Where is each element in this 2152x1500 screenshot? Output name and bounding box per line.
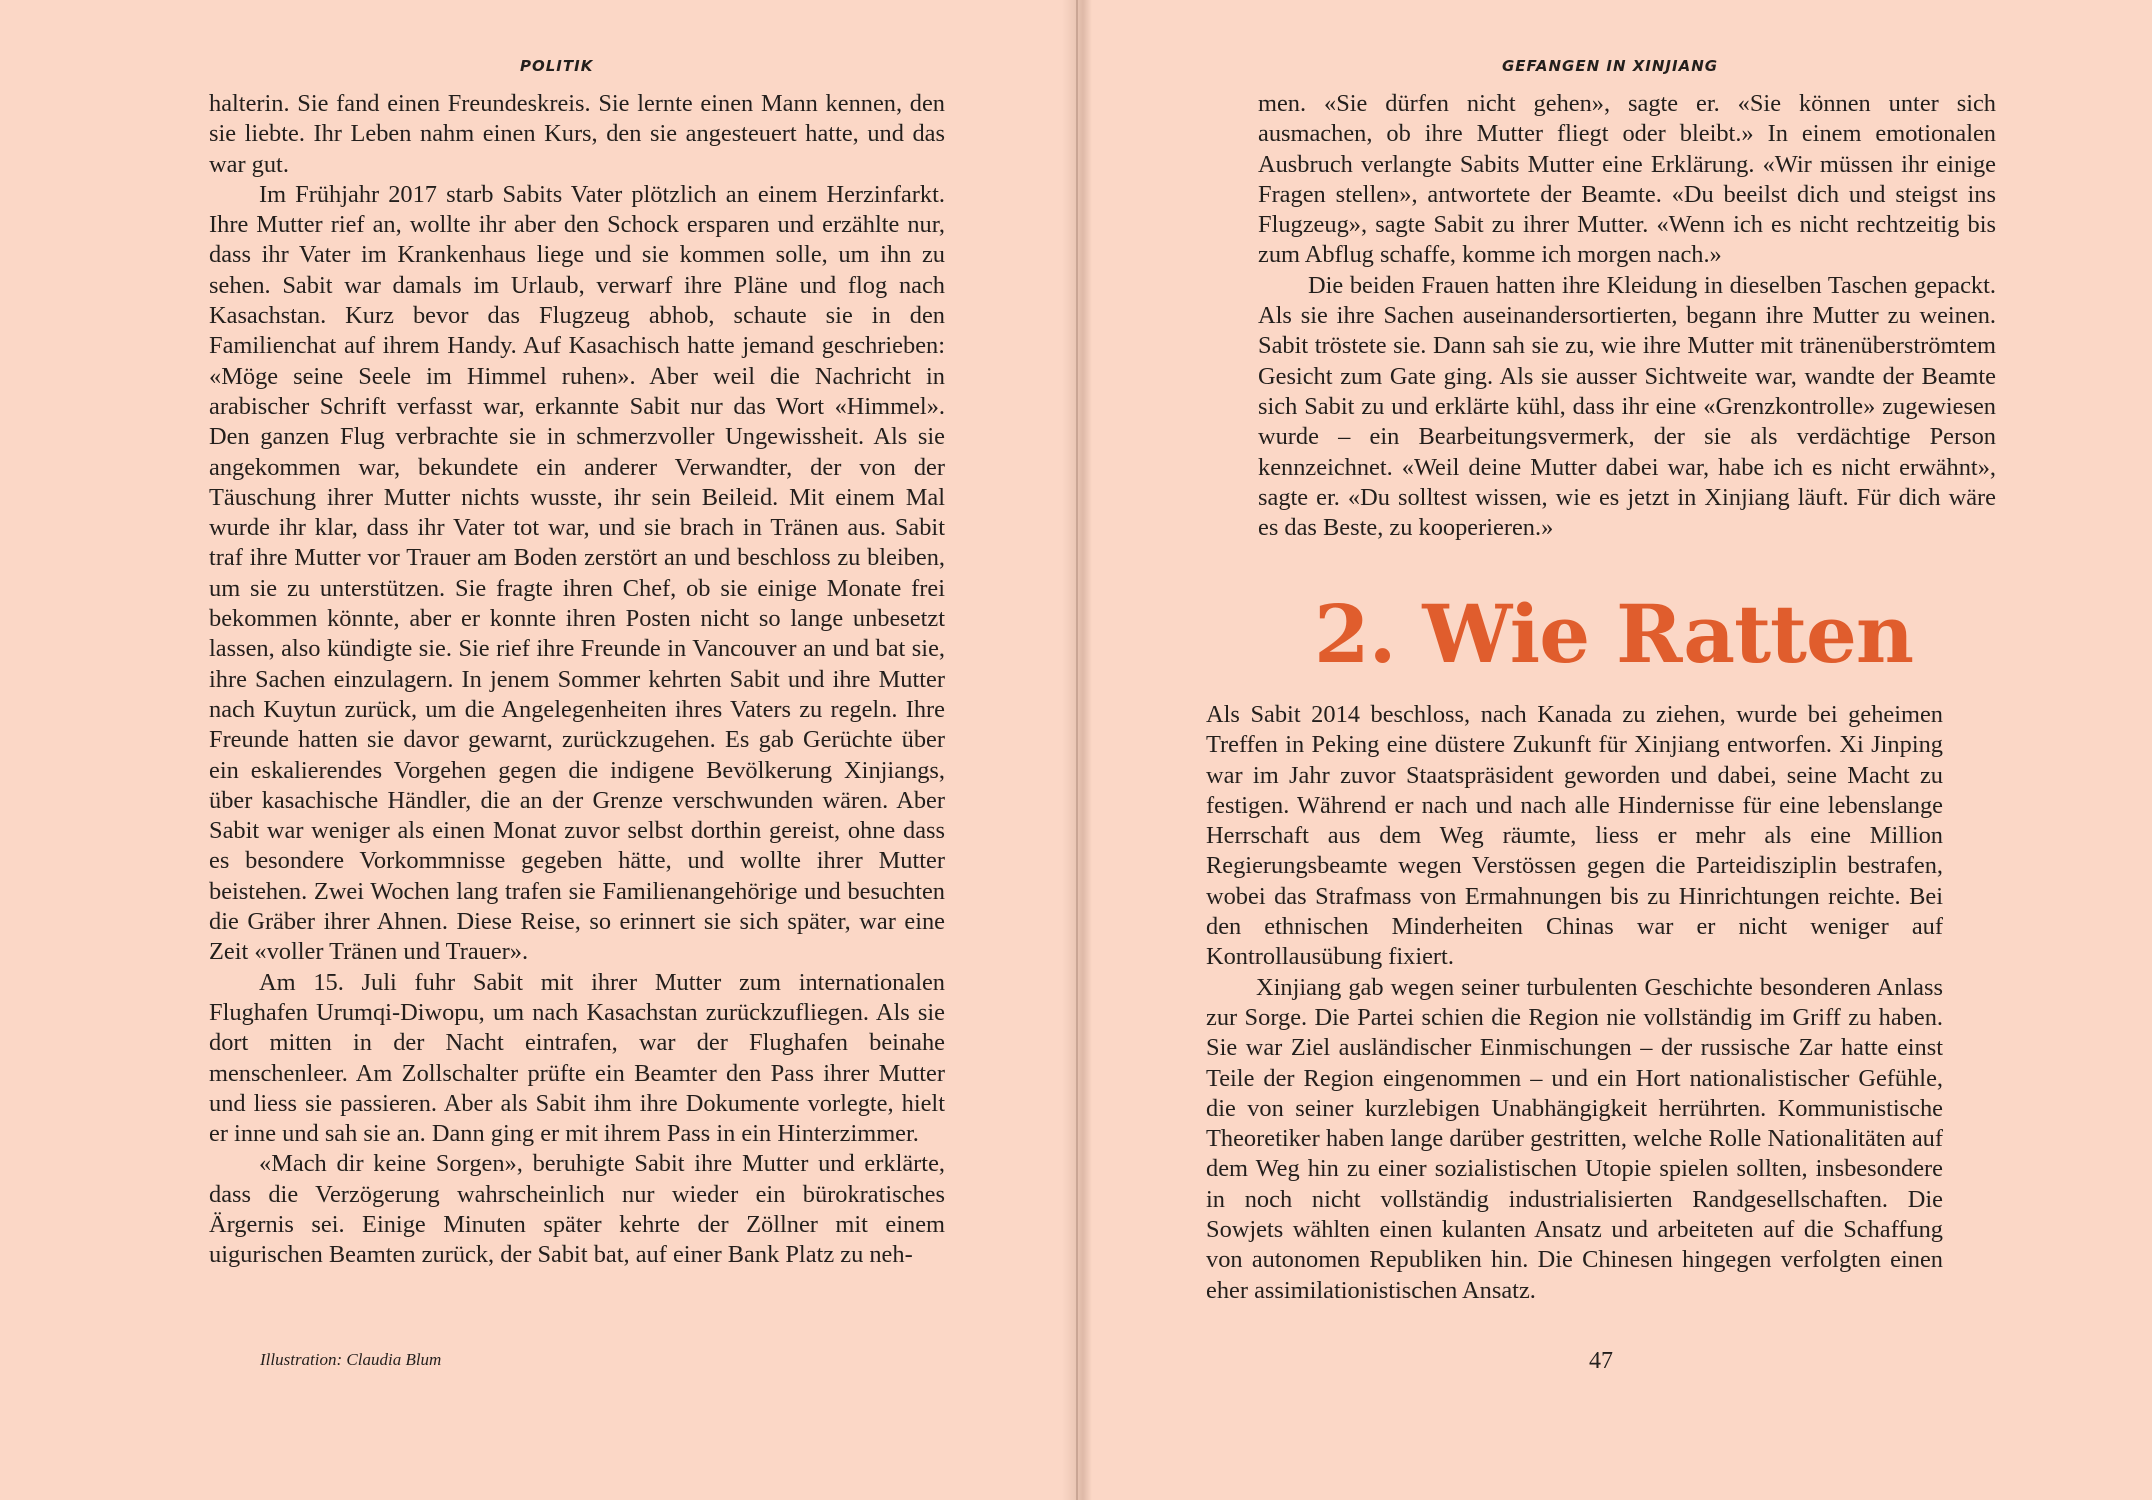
paragraph: «Mach dir keine Sorgen», beruhigte Sabit ihre Mutter und erklärte, dass die Verzögerung wahrscheinlich nur wieder ein bürokratisches Ärgernis sei. Einige Minuten später kehrte der Zöllner mit einem uigurischen Beamten zurück, der Sabit bat, auf einer Bank Platz zu neh- xyxy=(209,1150,945,1269)
section-title: 2. Wie Ratten xyxy=(1314,587,1914,681)
running-head-left: POLITIK xyxy=(520,57,594,75)
running-head-right: GEFANGEN IN XINJIANG xyxy=(1502,57,1719,75)
page-number: 47 xyxy=(1589,1348,1613,1374)
paragraph: Als Sabit 2014 beschloss, nach Kanada zu ziehen, wurde bei geheimen Treffen in Peking eine düstere Zukunft für Xinjiang entworfen. Xi Jinping war im Jahr zuvor Staatspräsident geworden und dabei, seine Macht zu festigen. Während er nach und nach alle Hindernisse für eine lebenslange Herrschaft aus dem Weg räumte, liess er mehr als eine Million Regierungsbeamte wegen Verstössen gegen die Parteidisziplin bestrafen, wobei das Strafmass von Ermahnungen bis zu Hinrichtungen reichte. Bei den ethnischen Minderheiten Chinas war er nicht weniger auf Kontrollausübung fixiert. xyxy=(1206,701,1943,971)
paragraph: Am 15. Juli fuhr Sabit mit ihrer Mutter zum internationalen Flughafen Urumqi-Diwopu, um nach Kasachstan zurückzufliegen. Als sie dort mitten in der Nacht eintrafen, war der Flughafen beinahe menschenleer. Am Zollschalter prüfte ein Beamter den Pass ihrer Mutter und liess sie passieren. Aber als Sabit ihm ihre Dokumente vorlegte, hielt er inne und sah sie an. Dann ging er mit ihrem Pass in ein Hinterzimmer. xyxy=(209,968,945,1148)
paragraph: halterin. Sie fand einen Freundeskreis. Sie lernte einen Mann kennen, den sie liebte. Ihr Leben nahm einen Kurs, den sie angesteuert hatte, und das war gut. xyxy=(209,90,945,178)
paragraph: Die beiden Frauen hatten ihre Kleidung in dieselben Taschen gepackt. Als sie ihre Sachen auseinandersortierten, begann ihre Mutter zu weinen. Sabit tröstete sie. Dann sah sie zu, wie ihre Mutter mit tränenüberströmtem Gesicht zum Gate ging. Als sie ausser Sichtweite war, wandte der Beamte sich Sabit zu und erklärte kühl, dass ihr eine «Grenzkontrolle» zugewiesen wurde – ein Bearbeitungsvermerk, der sie als verdächtige Person kennzeichnet. «Weil deine Mutter dabei war, habe ich es nicht erwähnt», sagte er. «Du solltest wissen, wie es jetzt in Xinjiang läuft. Für dich wäre es das Beste, zu kooperieren.» xyxy=(1258,271,1996,542)
paragraph: men. «Sie dürfen nicht gehen», sagte er. «Sie können unter sich ausmachen, ob ihre Mutter fliegt oder bleibt.» In einem emotionalen Ausbruch verlangte Sabits Mutter eine Erklärung. «Wir müssen ihr einige Fragen stellen», antwortete der Beamte. «Du beeilst dich und steigst ins Flugzeug», sagte Sabit zu ihrer Mutter. «Wenn ich es nicht rechtzeitig bis zum Abflug schaffe, komme ich morgen nach.» xyxy=(1258,90,1996,269)
paragraph: Im Frühjahr 2017 starb Sabits Vater plötzlich an einem Herzinfarkt. Ihre Mutter rief an, wollte ihr aber den Schock ersparen und erzählte nur, dass ihr Vater im Krankenhaus liege und sie kommen solle, um ihn zu sehen. Sabit war damals im Urlaub, verwarf ihre Pläne und flog nach Kasachstan. Kurz bevor das Flugzeug abhob, schaute sie in den Familienchat auf ihrem Handy. Auf Kasachisch hatte jemand geschrieben: «Möge seine Seele im Himmel ruhen». Aber weil die Nachricht in arabischer Schrift verfasst war, erkannte Sabit nur das Wort «Himmel». Den ganzen Flug verbrachte sie in schmerzvoller Ungewissheit. Als sie angekommen war, bekundete ein anderer Verwandter, der von der Täuschung ihrer Mutter nichts wusste, ihr sein Beileid. Mit einem Mal wurde ihr klar, dass ihr Vater tot war, und sie brach in Tränen aus. Sabit traf ihre Mutter vor Trauer am Boden zerstört an und beschloss zu bleiben, um sie zu unterstützen. Sie fragte ihren Chef, ob sie einige Monate frei bekommen könnte, aber er konnte ihren Posten nicht so lange unbesetzt lassen, also kündigte sie. Sie rief ihre Freunde in Vancouver an und bat sie, ihre Sachen einzulagern. In jenem Sommer kehrten Sabit und ihre Mutter nach Kuytun zurück, um die Angelegenheiten ihres Vaters zu regeln. Ihre Freunde hatten sie davor gewarnt, zurückzugehen. Es gab Gerüchte über ein eskalierendes Vorgehen gegen die indigene Bevölkerung Xinjiangs, über kasachische Händler, die an der Grenze verschwunden wären. Aber Sabit war weniger als einen Monat zuvor selbst dorthin gereist, ohne dass es besondere Vorkommnisse gegeben hätte, und wollte ihrer Mutter beistehen. Zwei Wochen lang trafen sie Familienangehörige und besuchten die Gräber ihrer Ahnen. Diese Reise, so erinnert sie sich später, war eine Zeit «voller Tränen und Trauer». xyxy=(209,180,945,966)
right-page xyxy=(1078,0,2152,1500)
paragraph: Xinjiang gab wegen seiner turbulenten Geschichte besonderen Anlass zur Sorge. Die Partei schien die Region nie vollständig im Griff zu haben. Sie war Ziel ausländischer Einmischungen – der russische Zar hatte einst Teile der Region eingenommen – und ein Hort nationalistischer Gefühle, die von seiner kurzlebigen Unabhängigkeit herrührten. Kommunistische Theoretiker haben lange darüber gestritten, welche Rolle Nationalitäten auf dem Weg hin zu einer sozialistischen Utopie spielen sollten, insbesondere in noch nicht vollständig industrialisierten Randgesellschaften. Die Sowjets wählten einen kulanten Ansatz und arbeiteten auf die Schaffung von autonomen Republiken hin. Die Chinesen hingegen verfolgten einen eher assimilationistischen Ansatz. xyxy=(1206,973,1943,1304)
illustration-credit: Illustration: Claudia Blum xyxy=(260,1350,442,1369)
right-text-column-top xyxy=(1258,89,1996,543)
right-text-column-bottom xyxy=(1206,700,1943,1306)
left-text-column xyxy=(209,89,945,1271)
